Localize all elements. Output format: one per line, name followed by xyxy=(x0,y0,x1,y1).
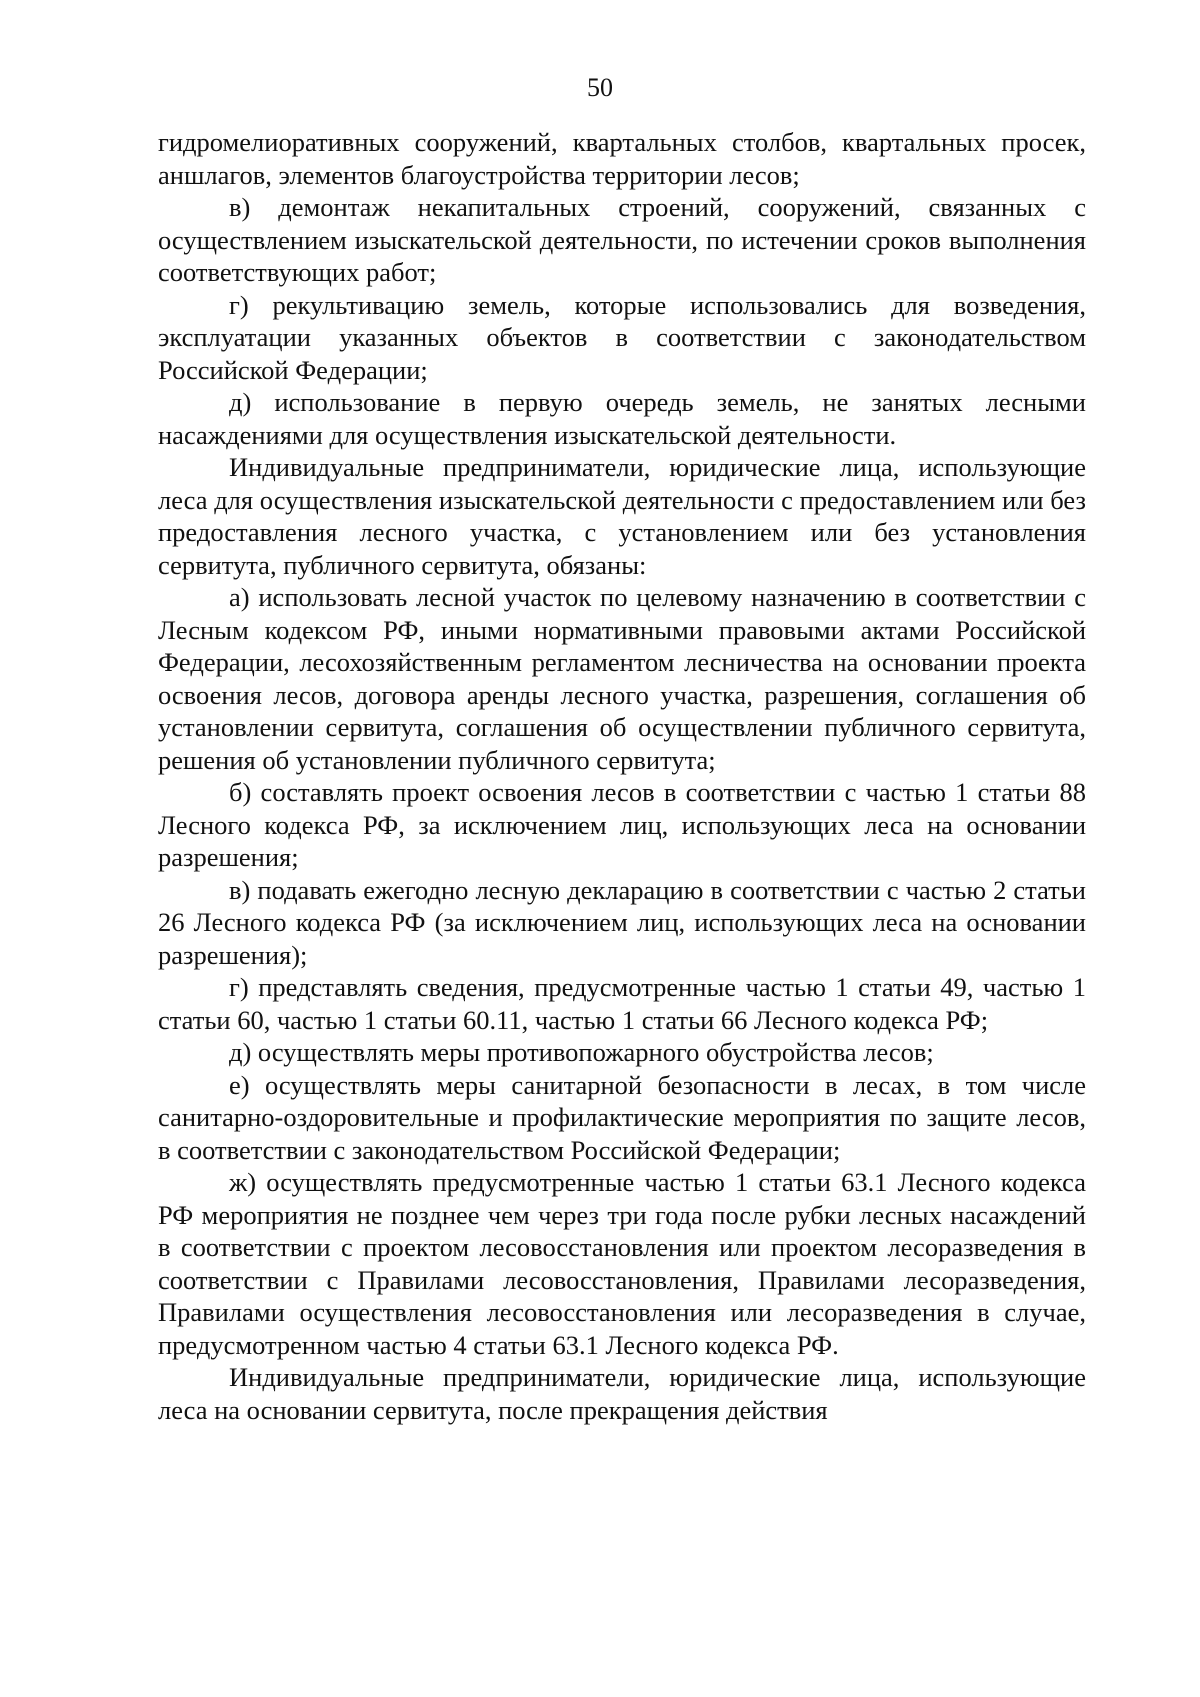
list-item-d-land-use: д) использование в первую очередь земель, не занятых лесными насаждениями для осуществления изыскательской деятельности. xyxy=(158,387,1086,450)
page-number: 50 xyxy=(587,73,613,102)
list-item-g-recultivation: г) рекультивацию земель, которые использовались для возведения, эксплуатации указанных объектов в соответствии с законодательством Российской Федерации; xyxy=(158,289,1086,385)
list-item-v-dismantling: в) демонтаж некапитальных строений, сооружений, связанных с осуществлением изыскательской деятельности, по истечении сроков выполнения соответствующих работ; xyxy=(158,192,1086,287)
paragraph-obligations-intro: Индивидуальные предприниматели, юридические лица, использующие леса для осуществления изыскательской деятельности с предоставлением или без предоставления лесного участка, с установлением или без установления сервитута, публичного сервитута, обязаны: xyxy=(158,452,1086,580)
list-item-b-development-project: б) составлять проект освоения лесов в соответствии с частью 1 статьи 88 Лесного кодекса РФ, за исключением лиц, использующих леса на основании разрешения; xyxy=(158,777,1086,872)
list-item-d-fire-prevention: д) осуществлять меры противопожарного обустройства лесов; xyxy=(229,1037,934,1067)
list-item-v-forest-declaration: в) подавать ежегодно лесную декларацию в соответствии с частью 2 статьи 26 Лесного кодекса РФ (за исключением лиц, использующих леса на основании разрешения); xyxy=(158,874,1086,970)
list-item-g-provide-information: г) представлять сведения, предусмотренные частью 1 статьи 49, частью 1 статьи 60, частью 1 статьи 60.11, частью 1 статьи 66 Лесного кодекса РФ; xyxy=(158,972,1086,1035)
list-item-a-use-plot: а) использовать лесной участок по целевому назначению в соответствии с Лесным кодексом РФ, иными нормативными правовыми актами Российской Федерации, лесохозяйственным регламентом лесничества на основании проекта освоения лесов, договора аренды лесного участка, разрешения, соглашения об установлении сервитута, соглашения об осуществлении публичного сервитута, решения об установлении публичного сервитута; xyxy=(158,582,1086,775)
paragraph-continuation: гидромелиоративных сооружений, квартальных столбов, квартальных просек, аншлагов, элементов благоустройства территории лесов; xyxy=(158,127,1086,190)
document-body xyxy=(158,126,1086,1426)
paragraph-servitude-termination: Индивидуальные предприниматели, юридические лица, использующие леса на основании сервитута, после прекращения действия xyxy=(158,1362,1086,1425)
list-item-e-sanitary-safety: е) осуществлять меры санитарной безопасности в лесах, в том числе санитарно-оздоровительные и профилактические мероприятия по защите лесов, в соответствии с законодательством Российской Федерации; xyxy=(158,1069,1086,1165)
list-item-zh-reforestation: ж) осуществлять предусмотренные частью 1 статьи 63.1 Лесного кодекса РФ мероприятия не позднее чем через три года после рубки лесных насаждений в соответствии с проектом лесовосстановления или проектом лесоразведения в соответствии с Правилами лесовосстановления, Правилами лесоразведения, Правилами осуществления лесовосстановления или лесоразведения в случае, предусмотренном частью 4 статьи 63.1 Лесного кодекса РФ. xyxy=(158,1167,1086,1360)
